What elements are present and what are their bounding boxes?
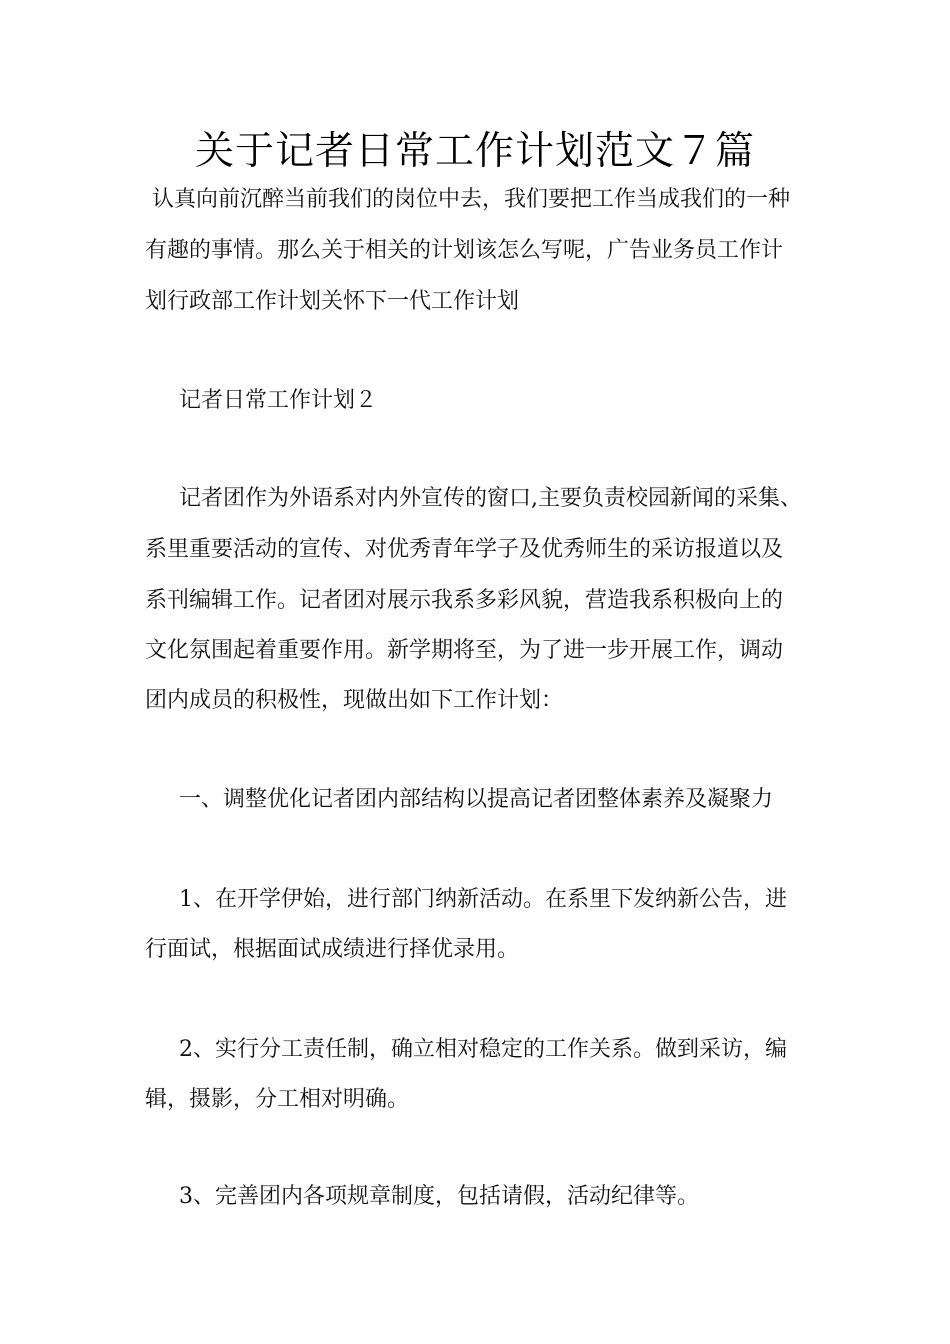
item-line: 2、实行分工责任制，确立相对稳定的工作关系。做到采访，编 [179,1037,787,1062]
body-line: 团内成员的积极性，现做出如下工作计划： [145,688,564,713]
intro-line: 有趣的事情。那么关于相关的计划该怎么写呢，广告业务员工作计 [145,238,784,263]
document-title: 关于记者日常工作计划范文７篇 [194,129,755,174]
body-line: 记者团作为外语系对内外宣传的窗口,主要负责校园新闻的采集、 [179,486,802,511]
item-line: 1、在开学伊始，进行部门纳新活动。在系里下发纳新公告，进 [179,887,787,912]
intro-line: 划行政部工作计划关怀下一代工作计划 [145,289,520,314]
body-line: 系刊编辑工作。记者团对展示我系多彩风貌，营造我系积极向上的 [145,588,784,613]
body-line: 系里重要活动的宣传、对优秀青年学子及优秀师生的采访报道以及 [145,537,784,562]
section-heading: 记者日常工作计划２ [179,388,378,413]
item-line: 行面试，根据面试成绩进行择优录用。 [145,937,520,962]
body-line: 文化氛围起着重要作用。新学期将至，为了进一步开展工作，调动 [145,638,784,663]
item-line: 3、完善团内各项规章制度，包括请假，活动纪律等。 [179,1184,699,1209]
item-line: 辑，摄影，分工相对明确。 [145,1087,410,1112]
part-one-heading: 一、调整优化记者团内部结构以提高记者团整体素养及凝聚力 [179,787,774,812]
intro-line: 认真向前沉醉当前我们的岗位中去，我们要把工作当成我们的一种 [152,187,791,212]
